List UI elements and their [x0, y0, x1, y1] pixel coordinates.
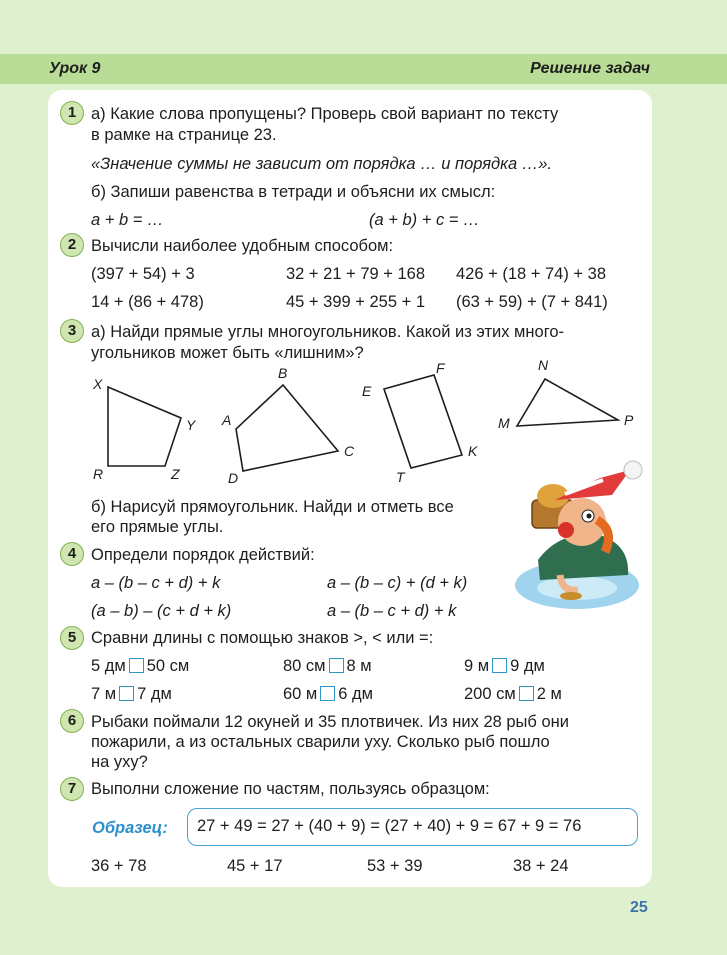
task-2-expr: (63 + 59) + (7 + 841): [456, 293, 608, 311]
answer-box[interactable]: [329, 658, 344, 673]
label-k: K: [468, 443, 478, 459]
fisher-character-illustration: [515, 461, 642, 609]
label-a: A: [222, 412, 232, 428]
compare-item: 9 м 9 дм: [464, 657, 545, 675]
answer-box[interactable]: [129, 658, 144, 673]
task-2-expr: 45 + 399 + 255 + 1: [286, 293, 426, 311]
task-3a-line1: а) Найди прямые углы многоугольников. Какой из этих много-: [91, 323, 565, 341]
compare-item: 200 см 2 м: [464, 685, 562, 703]
task-2-text: Вычисли наиболее удобным способом:: [91, 237, 394, 255]
compare-item: 5 дм 50 см: [91, 657, 190, 675]
task-2-expr: 32 + 21 + 79 + 168: [286, 265, 426, 283]
task-5-text: Сравни длины с помощью знаков >, < или =:: [91, 629, 434, 647]
lesson-number: Урок 9: [49, 60, 101, 77]
polygon-xyzr: [108, 387, 181, 466]
label-e: E: [362, 383, 372, 399]
task-7-item: 53 + 39: [367, 857, 423, 875]
task-3b-line2: его прямые углы.: [91, 518, 224, 536]
label-b: B: [278, 365, 288, 381]
triangle-mnp: [517, 379, 618, 426]
label-c: C: [344, 443, 355, 459]
task-3a-line2: угольников может быть «лишним»?: [91, 344, 364, 362]
label-p: P: [624, 412, 634, 428]
label-r: R: [93, 466, 104, 482]
task-2-expr: (397 + 54) + 3: [91, 265, 195, 283]
task-4-number: 4: [60, 542, 84, 566]
task-7-item: 38 + 24: [513, 857, 569, 875]
task-6-number: 6: [60, 709, 84, 733]
task-6-line3: на уху?: [91, 753, 148, 771]
answer-box[interactable]: [519, 686, 534, 701]
compare-item: 60 м 6 дм: [283, 685, 374, 703]
label-x: X: [93, 376, 103, 392]
page-number: 25: [630, 899, 648, 916]
task-7-item: 36 + 78: [91, 857, 147, 875]
compare-item: 7 м 7 дм: [91, 685, 172, 703]
task-3-number: 3: [60, 319, 84, 343]
task-4-expr-3: (a – b) – (c + d + k): [91, 602, 232, 620]
label-y: Y: [186, 417, 196, 433]
task-7-number: 7: [60, 777, 84, 801]
label-m: M: [498, 415, 510, 431]
task-4-expr-1: a – (b – c + d) + k: [91, 574, 221, 592]
lesson-topic: Решение задач: [530, 60, 650, 77]
task-3b-line1: б) Нарисуй прямоугольник. Найди и отметь все: [91, 498, 454, 516]
compare-item: 80 см 8 м: [283, 657, 372, 675]
task-1-equation-2: (a + b) + c = …: [369, 211, 480, 229]
task-4-expr-2: a – (b – c) + (d + k): [327, 574, 468, 592]
polygon-abcd: [236, 385, 338, 471]
task-1a-line1: а) Какие слова пропущены? Проверь свой вариант по тексту: [91, 105, 559, 123]
task-4-expr-4: a – (b – c + d) + k: [327, 602, 457, 620]
label-t: T: [396, 469, 405, 485]
task-1-quote: «Значение суммы не зависит от порядка … и порядка …».: [91, 155, 552, 173]
task-1-number: 1: [60, 101, 84, 125]
task-1b-text: б) Запиши равенства в тетради и объясни их смысл:: [91, 183, 496, 201]
task-7-text: Выполни сложение по частям, пользуясь образцом:: [91, 780, 490, 798]
task-2-number: 2: [60, 233, 84, 257]
task-7-item: 45 + 17: [227, 857, 283, 875]
label-z: Z: [171, 466, 180, 482]
task-4-text: Определи порядок действий:: [91, 546, 315, 564]
label-f: F: [436, 360, 445, 376]
answer-box[interactable]: [119, 686, 134, 701]
task-6-line2: пожарили, а из остальных сварили уху. Сколько рыб пошло: [91, 733, 550, 751]
answer-box[interactable]: [320, 686, 335, 701]
task-1a-line2: в рамке на странице 23.: [91, 126, 277, 144]
sample-equation: 27 + 49 = 27 + (40 + 9) = (27 + 40) + 9 = 67 + 9 = 76: [187, 808, 638, 846]
task-6-line1: Рыбаки поймали 12 окуней и 35 плотвичек. Из них 28 рыб они: [91, 713, 569, 731]
label-d: D: [228, 470, 239, 486]
task-5-number: 5: [60, 626, 84, 650]
task-2-expr: 426 + (18 + 74) + 38: [456, 265, 606, 283]
task-2-expr: 14 + (86 + 478): [91, 293, 204, 311]
answer-box[interactable]: [492, 658, 507, 673]
task-1-equation-1: a + b = …: [91, 211, 164, 229]
label-n: N: [538, 357, 549, 373]
sample-label: Образец:: [92, 819, 168, 837]
polygon-efkt: [384, 375, 462, 468]
